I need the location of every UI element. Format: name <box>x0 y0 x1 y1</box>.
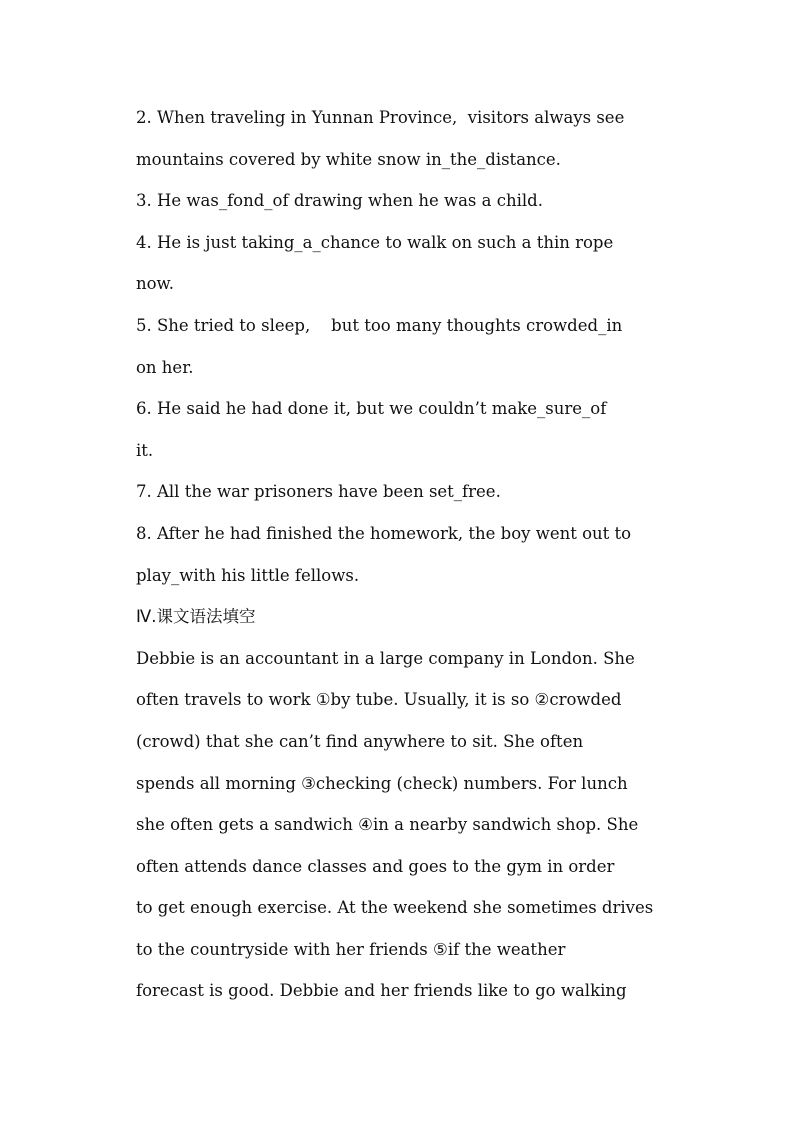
text-line: 5. She tried to sleep, but too many thoughts crowded_in <box>136 315 623 335</box>
text-line: on her. <box>136 357 194 377</box>
text-line: mountains covered by white snow in_the_distance. <box>136 149 561 169</box>
text-line: she often gets a sandwich ④in a nearby sandwich shop. She <box>136 815 639 835</box>
text-line: 6. He said he had done it, but we couldn’t make_sure_of <box>136 399 607 419</box>
text-line: often travels to work ①by tube. Usually, it is so ②crowded <box>136 690 622 710</box>
text-line: it. <box>136 440 154 460</box>
text-line: 7. All the war prisoners have been set_free. <box>136 482 501 502</box>
section-heading: Ⅳ.课文语法填空 <box>136 607 256 627</box>
text-line: 2. When traveling in Yunnan Province, visitors always see <box>136 108 625 127</box>
text-line: spends all morning ③checking (check) numbers. For lunch <box>136 773 628 793</box>
document-page <box>136 97 736 1012</box>
text-line: 3. He was_fond_of drawing when he was a child. <box>136 191 543 211</box>
text-line: (crowd) that she can’t find anywhere to sit. She often <box>136 731 584 751</box>
text-line: Debbie is an accountant in a large company in London. She <box>136 648 635 668</box>
text-line: often attends dance classes and goes to the gym in order <box>136 856 615 876</box>
text-line: 4. He is just taking_a_chance to walk on such a thin rope <box>136 232 614 252</box>
text-line: now. <box>136 274 174 294</box>
text-line: to get enough exercise. At the weekend she sometimes drives <box>136 898 654 918</box>
text-line: play_with his little fellows. <box>136 565 360 585</box>
text-line: forecast is good. Debbie and her friends like to go walking <box>136 981 627 1001</box>
text-line: 8. After he had finished the homework, the boy went out to <box>136 523 632 543</box>
text-line: to the countryside with her friends ⑤if the weather <box>136 939 566 959</box>
